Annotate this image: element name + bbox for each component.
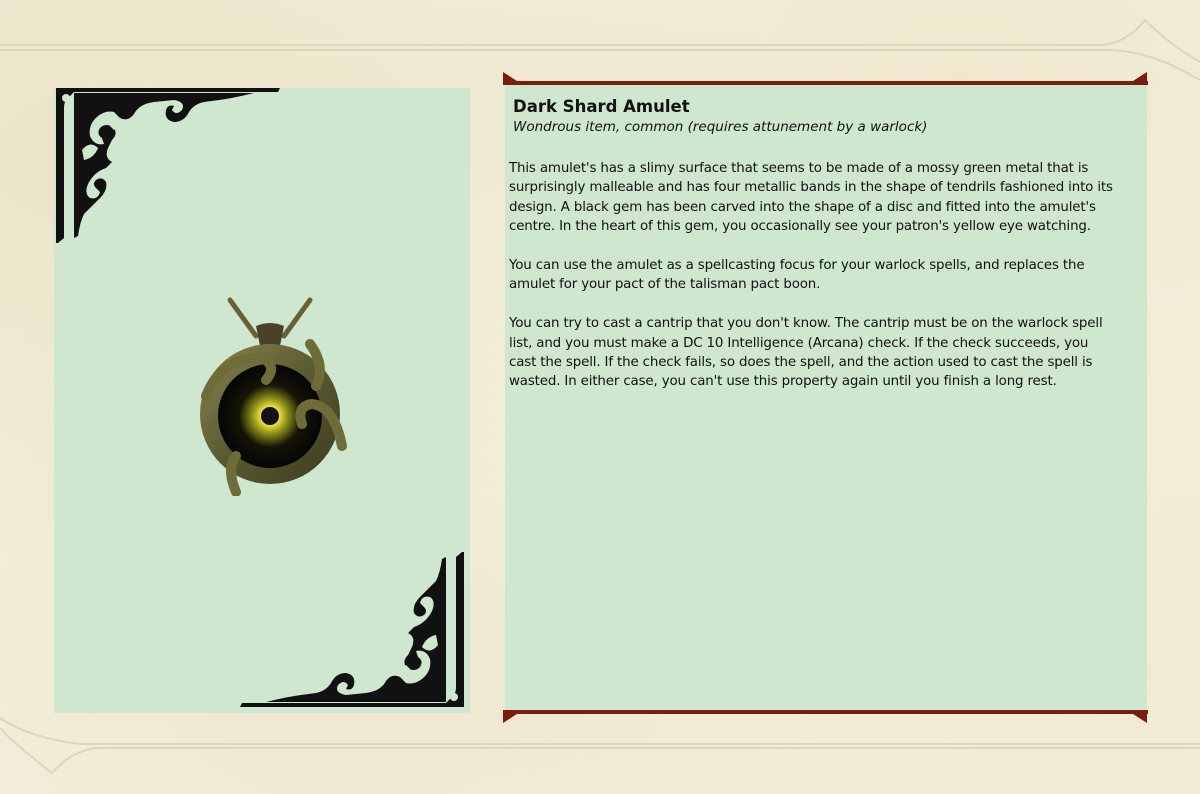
description-paragraph: You can use the amulet as a spellcasting focus for your warlock spells, and replaces the amulet for your pact of the talisman pact boon. [509,258,1085,293]
card-notch-bottom-left [503,714,517,723]
amulet-illustration-icon [192,296,348,496]
item-subtitle: Wondrous item, common (requires attunement by a warlock) [513,119,928,135]
item-description [509,159,1119,392]
item-card-body [509,96,1119,392]
card-bottom-rule [503,710,1148,714]
card-top-rule [503,81,1148,85]
item-title: Dark Shard Amulet [513,97,690,116]
corner-ornament-top-left-icon [54,88,282,243]
description-paragraph: This amulet's has a slimy surface that seems to be made of a mossy green metal that is surprisingly malleable and has four metallic bands in the shape of tendrils fashioned into its design. A black gem has been carved into the shape of a disc and fitted into the amulet's centre. In the heart of this gem, you occasionally see your patron's yellow eye watching. [509,161,1113,235]
corner-ornament-bottom-right-icon [238,552,466,707]
description-paragraph: You can try to cast a cantrip that you don't know. The cantrip must be on the warlock spell list, and you must make a DC 10 Intelligence (Arcana) check. If the check succeeds, you cast the spell. If the check fails, so does the spell, and the action used to cast the spell is wasted. In either case, you can't use this property again until you finish a long rest. [509,316,1103,390]
card-notch-top-right [1133,72,1147,81]
card-notch-bottom-right [1133,714,1147,723]
card-notch-top-left [503,72,517,81]
